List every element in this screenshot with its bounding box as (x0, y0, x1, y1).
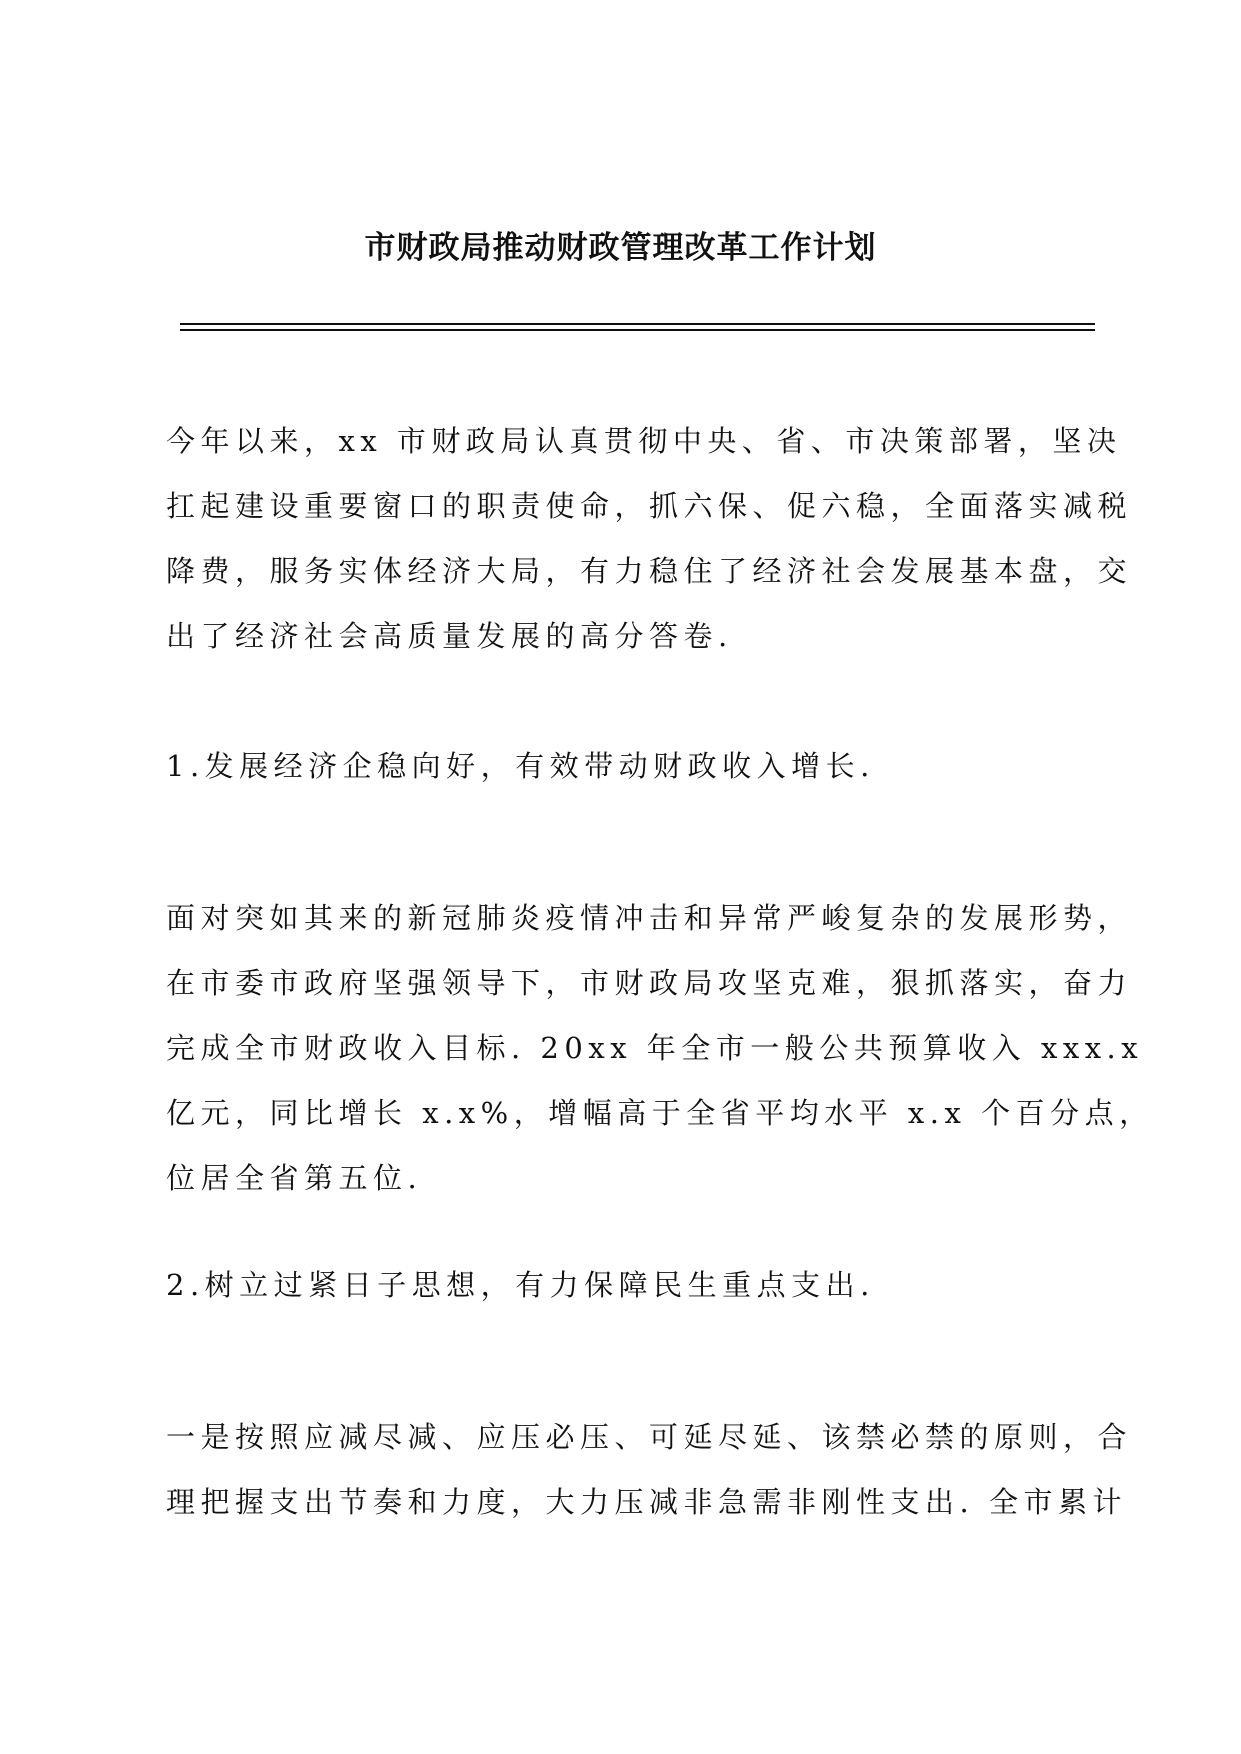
intro-paragraph (166, 409, 1133, 669)
section-2-heading-text: 2.树立过紧日子思想，有力保障民生重点支出. (166, 1268, 875, 1302)
section-1-line: 亿元，同比增长 x.x%，增幅高于全省平均水平 x.x 个百分点， (166, 1096, 1154, 1130)
section-2-line: 理把握支出节奏和力度，大力压减非急需非刚性支出. 全市累计 (166, 1485, 1127, 1519)
section-1-line: 在市委市政府坚强领导下，市财政局攻坚克难，狠抓落实，奋力 (166, 966, 1133, 1000)
section-2-heading (166, 1253, 1096, 1318)
document-title: 市财政局推动财政管理改革工作计划 (364, 230, 877, 266)
section-1-paragraph (166, 886, 1154, 1211)
title-divider-bottom (180, 329, 1095, 331)
section-1-line: 面对突如其来的新冠肺炎疫情冲击和异常严峻复杂的发展形势， (166, 901, 1133, 935)
section-1-heading (166, 734, 1096, 799)
intro-line: 扛起建设重要窗口的职责使命，抓六保、促六稳，全面落实减税 (166, 489, 1133, 523)
section-1-line: 完成全市财政收入目标. 20xx 年全市一般公共预算收入 xxx.x (166, 1031, 1144, 1065)
intro-line: 今年以来，xx 市财政局认真贯彻中央、省、市决策部署，坚决 (166, 424, 1122, 458)
title-divider-top (180, 323, 1095, 325)
intro-line: 出了经济社会高质量发展的高分答卷. (166, 619, 733, 653)
intro-line: 降费，服务实体经济大局，有力稳住了经济社会发展基本盘，交 (166, 554, 1133, 588)
section-2-line: 一是按照应减尽减、应压必压、可延尽延、该禁必禁的原则，合 (166, 1420, 1133, 1454)
section-2-paragraph (166, 1405, 1133, 1535)
section-1-heading-text: 1.发展经济企稳向好，有效带动财政收入增长. (166, 749, 875, 783)
section-1-line: 位居全省第五位. (166, 1161, 423, 1195)
